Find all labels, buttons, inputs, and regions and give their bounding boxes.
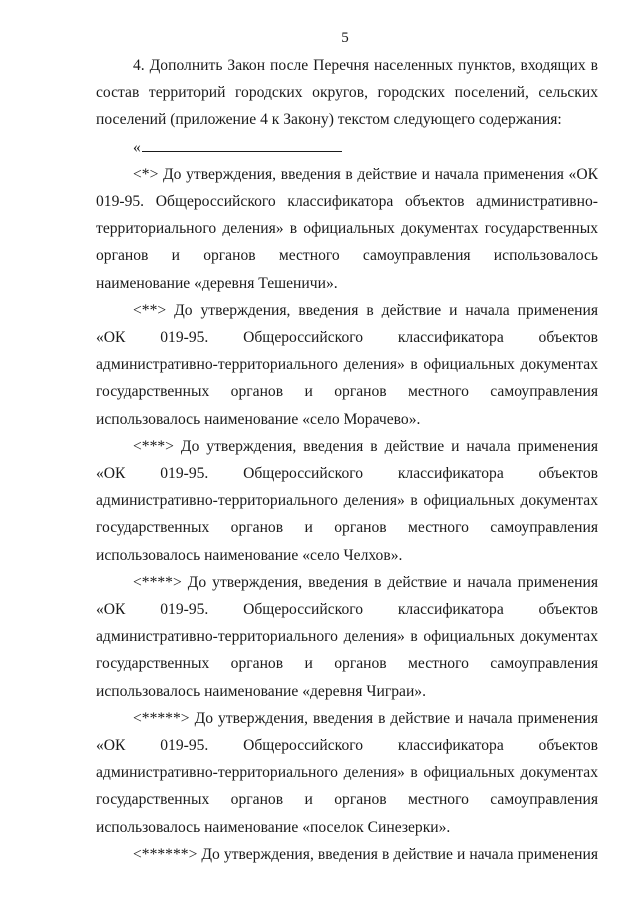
- footnote-4: <****> До утверждения, введения в действие и начала применения «ОК 019-95. Общероссийского классификатора объектов административно-территориального деления» в официальных документах государственных органов и органов местного самоуправления использовалось наименование «деревня Чиграи».: [96, 573, 598, 700]
- footnote-3: <***> До утверждения, введения в действие и начала применения «ОК 019-95. Общероссийского классификатора объектов административно-территориального деления» в официальных документах государственных органов и органов местного самоуправления использовалось наименование «село Челхов».: [96, 437, 598, 564]
- document-body: [96, 52, 598, 868]
- footnote-6: <******> До утверждения, введения в действие и начала применения: [133, 845, 598, 863]
- footnote-5: <*****> До утверждения, введения в действие и начала применения «ОК 019-95. Общероссийского классификатора объектов административно-территориального деления» в официальных документах государственных органов и органов местного самоуправления использовалось наименование «поселок Синезерки».: [96, 709, 598, 836]
- page-number: 5: [341, 30, 349, 46]
- separator-underline: [142, 136, 342, 152]
- quote-opening-line: [96, 134, 598, 161]
- footnote-2: <**> До утверждения, введения в действие и начала применения «ОК 019-95. Общероссийского классификатора объектов административно-территориального деления» в официальных документах государственных органов и органов местного самоуправления использовалось наименование «село Морачево».: [96, 301, 598, 428]
- opening-quote-mark: «: [133, 138, 141, 156]
- amendment-paragraph: 4. Дополнить Закон после Перечня населенных пунктов, входящих в состав территорий городских округов, городских поселений, сельских поселений (приложение 4 к Закону) текстом следующего содержания:: [96, 57, 598, 129]
- footnote-1: <*> До утверждения, введения в действие и начала применения «ОК 019-95. Общероссийского классификатора объектов административно-территориального деления» в официальных документах государственных органов и органов местного самоуправления использовалось наименование «деревня Тешеничи».: [96, 165, 598, 292]
